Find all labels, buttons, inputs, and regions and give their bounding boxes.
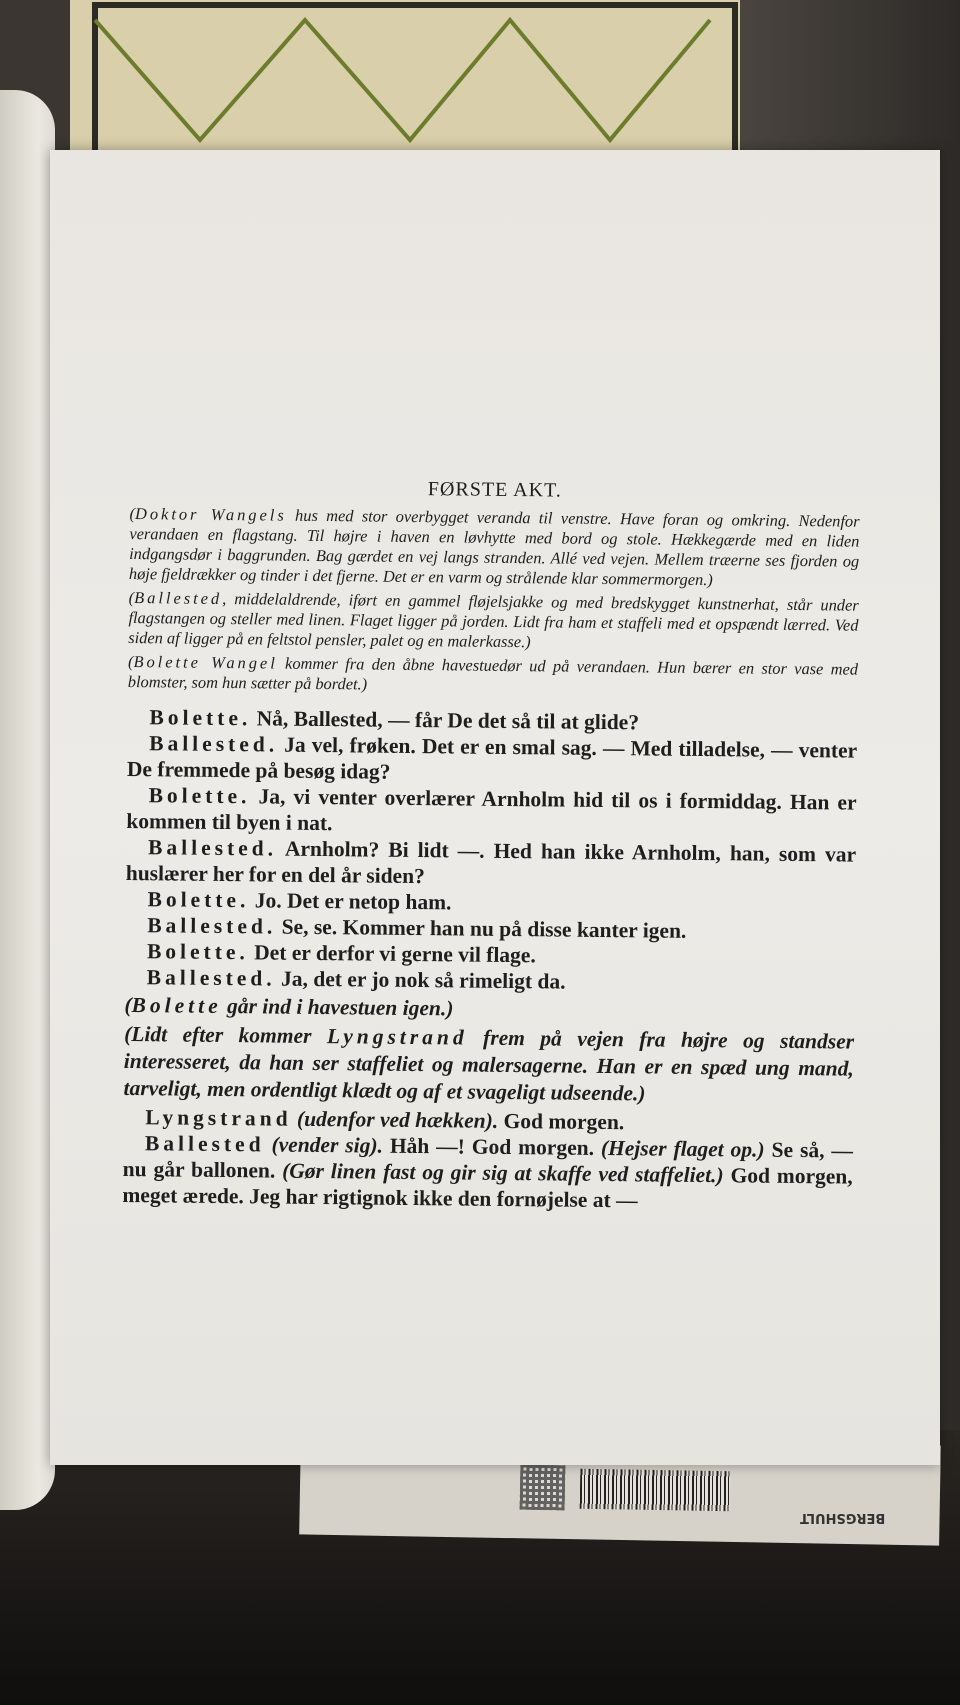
- speaker-name: Bolette.: [147, 887, 250, 913]
- dialogue-line: Bolette. Jo. Det er netop ham.: [147, 887, 452, 915]
- stage-direction-3: (Bolette Wangel kommer fra den åbne havestuedør ud på verandaen. Hun bærer en stor vase med blomster, som hun sætter på bordet.): [127, 651, 859, 694]
- entrance-direction: (Lidt efter kommer Lyngstrand frem på vejen fra højre og standser interesseret, da han ser staffeliet og malersagerne. Han er en spæd ung mand, tarveligt, men ordentligt klædt og af et svageligt udseende.): [123, 1021, 855, 1106]
- speaker-name: Lyngstrand: [145, 1105, 292, 1131]
- dialogue-line: Bolette. Ja, vi venter overlærer Arnholm hid til os i formiddag. Han er kommen til byen i nat.: [126, 783, 857, 836]
- dialogue-line: Ballested (vender sig). Håh —! God morgen. (Hejser flaget op.) Se så, — nu går ballonen. (Gør linen fast og gir sig at skaffe ved staffeliet.) God morgen, meget ærede. Jeg har rigtignok ikke den fornøjelse at —: [122, 1131, 854, 1213]
- dialogue-line: Ballested. Ja vel, frøken. Det er en smal sag. — Med tilladelse, — venter De fremmede på besøg idag?: [126, 731, 858, 784]
- qr-code-icon: [520, 1465, 566, 1511]
- barcode-icon: [580, 1469, 731, 1512]
- dialogue-line: Ballested. Se, se. Kommer han nu på disse kanter igen.: [147, 913, 687, 943]
- speaker-name: Ballested.: [149, 731, 279, 757]
- stage-direction-1: (Doktor Wangels hus med stor overbygget veranda til venstre. Have foran og omkring. Nedenfor verandaen en flagstang. Til højre i haven en løvhytte med bord og stole. Hækkegærde med en liden indgangsdør i baggrunden. Bag gærdet en vej langs stranden. Allé ved vejen. Mellem træerne ses fjorden og høje fjeldrækker og tinder i det fjerne. Det er en varm og strålende klar sommermorgen.): [128, 503, 860, 590]
- speaker-name: Bolette.: [146, 939, 249, 965]
- speaker-name: Bolette.: [148, 783, 251, 809]
- dialogue-line: Ballested. Ja, det er jo nok så rimeligt da.: [146, 965, 566, 994]
- dialogue-line: Bolette. Nå, Ballested, — får De det så til at glide?: [149, 705, 640, 735]
- speaker-name: Ballested.: [146, 965, 276, 991]
- dialogue-line: Lyngstrand (udenfor ved hækken). God morgen.: [145, 1105, 625, 1135]
- page-text: [122, 475, 860, 1216]
- box-stamp-text: BERGSHULT: [800, 1510, 886, 1525]
- character-name: Doktor Wangels: [134, 504, 287, 525]
- dialogue-line: Bolette. Det er derfor vi gerne vil flage.: [146, 939, 536, 968]
- character-name: Bolette: [131, 993, 222, 1018]
- speaker-name: Ballested: [144, 1131, 265, 1157]
- stage-direction-2: (Ballested, middelaldrende, iført en gammel fløjelsjakke og med bredskygget kunstnerhat, står under flagstangen og steller med linen. Flaget ligger på jorden. Lidt fra ham et staffeli med et opspændt lærred. Ved siden af ligger på en feltstol pensler, palet og en malerkasse.): [128, 587, 859, 652]
- speaker-name: Ballested.: [147, 835, 278, 861]
- exit-direction: (Bolette går ind i havestuen igen.): [124, 992, 454, 1021]
- character-name: Ballested: [134, 588, 223, 608]
- dialogue-line: Ballested. Arnholm? Bi lidt —. Hed han ikke Arnholm, han, som var huslærer her for en del år siden?: [125, 835, 857, 889]
- character-name: Lyngstrand: [326, 1024, 468, 1050]
- left-page-edge: [0, 90, 55, 1510]
- act-heading: FØRSTE AKT.: [427, 478, 562, 502]
- character-name: Bolette Wangel: [133, 652, 278, 673]
- speaker-name: Ballested.: [147, 913, 277, 939]
- speaker-name: Bolette.: [149, 705, 252, 731]
